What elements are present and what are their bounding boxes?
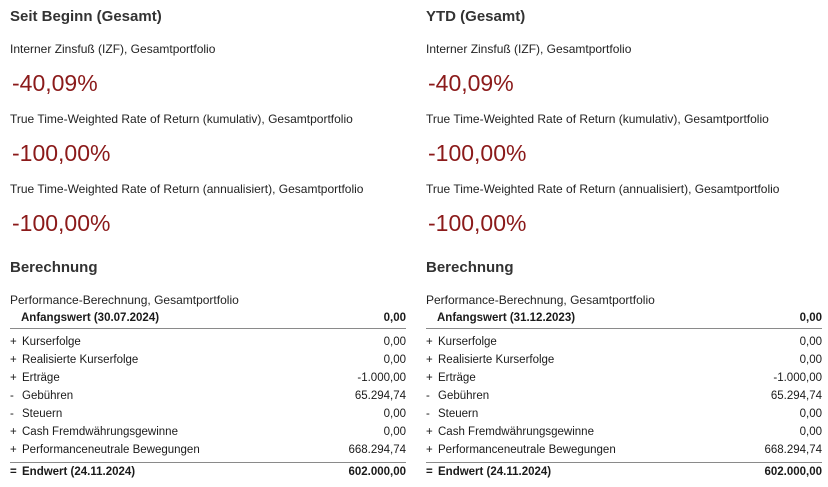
row-label: Realisierte Kurserfolge: [438, 354, 555, 366]
row-value: 0,00: [799, 426, 822, 438]
row-label: Cash Fremdwährungsgewinne: [438, 426, 594, 438]
end-value-amount: 602.000,00: [348, 466, 406, 478]
table-row: [10, 369, 406, 387]
table-row: [10, 423, 406, 441]
end-value-label: Endwert (24.11.2024): [22, 466, 136, 478]
row-value: 65.294,74: [770, 390, 822, 402]
ttwror-annualized-value: -100,00%: [12, 210, 111, 236]
irr-label: Interner Zinsfuß (IZF), Gesamtportfolio: [426, 42, 632, 56]
row-operator: -: [10, 390, 14, 402]
row-label: Erträge: [22, 372, 60, 384]
start-value-row: [426, 309, 822, 329]
row-value: 0,00: [383, 426, 406, 438]
start-value-label: Anfangswert (31.12.2023): [437, 312, 576, 324]
row-value: 0,00: [383, 354, 406, 366]
table-row: [426, 441, 822, 459]
row-operator: =: [426, 466, 433, 478]
row-value: 668.294,74: [764, 444, 822, 456]
row-label: Cash Fremdwährungsgewinne: [22, 426, 178, 438]
table-row: [10, 441, 406, 459]
row-operator: +: [10, 426, 17, 438]
irr-label: Interner Zinsfuß (IZF), Gesamtportfolio: [10, 42, 216, 56]
ttwror-annualized-label: True Time-Weighted Rate of Return (annualisiert), Gesamtportfolio: [10, 182, 364, 196]
start-value-row: [10, 309, 406, 329]
ttwror-annualized-label: True Time-Weighted Rate of Return (annualisiert), Gesamtportfolio: [426, 182, 780, 196]
irr-value: -40,09%: [428, 70, 514, 96]
ttwror-cumulative-label: True Time-Weighted Rate of Return (kumulativ), Gesamtportfolio: [426, 112, 769, 126]
panel-title: Seit Beginn (Gesamt): [10, 8, 162, 25]
end-value-row: [426, 462, 822, 481]
calculation-title: Berechnung: [426, 259, 514, 276]
irr-value: -40,09%: [12, 70, 98, 96]
start-value-amount: 0,00: [799, 312, 822, 324]
calculation-subtitle: Performance-Berechnung, Gesamtportfolio: [426, 293, 655, 307]
row-label: Erträge: [438, 372, 476, 384]
row-label: Gebühren: [22, 390, 74, 402]
calculation-table: [426, 309, 822, 481]
row-value: 0,00: [383, 336, 406, 348]
calculation-title: Berechnung: [10, 259, 98, 276]
ttwror-cumulative-label: True Time-Weighted Rate of Return (kumulativ), Gesamtportfolio: [10, 112, 353, 126]
row-value: 0,00: [383, 408, 406, 420]
table-row: [10, 333, 406, 351]
row-label: Performanceneutrale Bewegungen: [22, 444, 200, 456]
calculation-subtitle: Performance-Berechnung, Gesamtportfolio: [10, 293, 239, 307]
row-label: Steuern: [438, 408, 479, 420]
start-value-label: Anfangswert (30.07.2024): [21, 312, 160, 324]
ttwror-cumulative-value: -100,00%: [428, 140, 527, 166]
row-operator: +: [10, 354, 17, 366]
row-operator: +: [426, 426, 433, 438]
row-value: 0,00: [799, 336, 822, 348]
table-row: [10, 351, 406, 369]
table-row: [10, 405, 406, 423]
row-value: -1.000,00: [773, 372, 822, 384]
row-label: Gebühren: [438, 390, 490, 402]
row-label: Kurserfolge: [22, 336, 81, 348]
row-label: Steuern: [22, 408, 63, 420]
row-operator: =: [10, 466, 17, 478]
table-row: [426, 423, 822, 441]
row-operator: -: [426, 408, 430, 420]
row-operator: -: [10, 408, 14, 420]
table-row: [426, 405, 822, 423]
panel-title: YTD (Gesamt): [426, 8, 526, 25]
row-value: 668.294,74: [348, 444, 406, 456]
table-row: [426, 333, 822, 351]
table-row: [10, 387, 406, 405]
end-value-row: [10, 462, 406, 481]
table-row: [426, 351, 822, 369]
row-operator: +: [10, 444, 17, 456]
row-operator: -: [426, 390, 430, 402]
calculation-table: [10, 309, 406, 481]
row-operator: +: [426, 354, 433, 366]
row-value: -1.000,00: [357, 372, 406, 384]
row-value: 65.294,74: [354, 390, 406, 402]
table-row: [426, 369, 822, 387]
end-value-amount: 602.000,00: [764, 466, 822, 478]
ttwror-annualized-value: -100,00%: [428, 210, 527, 236]
end-value-label: Endwert (24.11.2024): [438, 466, 552, 478]
row-value: 0,00: [799, 408, 822, 420]
row-operator: +: [426, 444, 433, 456]
row-label: Kurserfolge: [438, 336, 497, 348]
row-operator: +: [426, 336, 433, 348]
row-operator: +: [10, 372, 17, 384]
start-value-amount: 0,00: [383, 312, 406, 324]
row-label: Realisierte Kurserfolge: [22, 354, 139, 366]
ttwror-cumulative-value: -100,00%: [12, 140, 111, 166]
row-operator: +: [10, 336, 17, 348]
row-value: 0,00: [799, 354, 822, 366]
table-row: [426, 387, 822, 405]
row-operator: +: [426, 372, 433, 384]
row-label: Performanceneutrale Bewegungen: [438, 444, 616, 456]
